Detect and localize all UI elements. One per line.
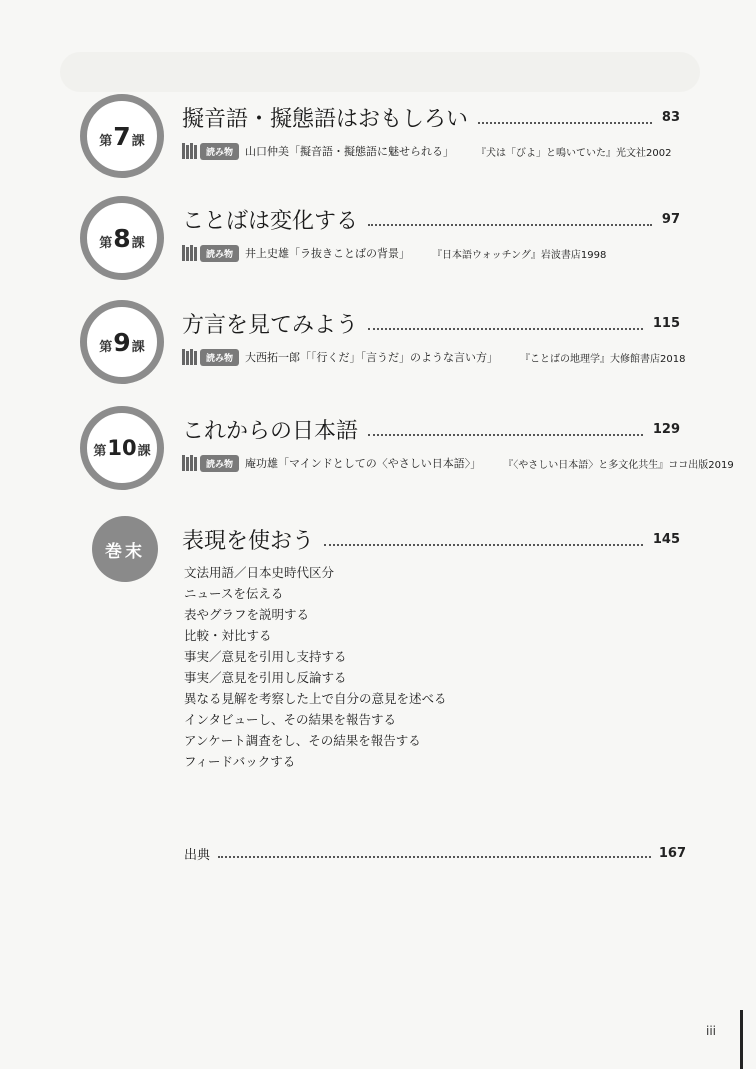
appendix-title-row[interactable] <box>182 524 680 554</box>
lesson-8[interactable] <box>0 196 756 296</box>
lesson-number: 9 <box>113 327 131 357</box>
lesson-10[interactable] <box>0 406 756 506</box>
books-icon <box>182 349 198 365</box>
leader-dots <box>478 110 652 124</box>
lesson-suffix: 課 <box>137 444 151 459</box>
reading-source: 『〈やさしい日本語〉と多文化共生』ココ出版2019 <box>503 459 734 471</box>
appendix-page: 145 <box>652 531 680 547</box>
topic-item[interactable]: 比較・対比する <box>184 628 272 643</box>
lesson-title[interactable]: ことばは変化する <box>182 208 359 234</box>
lesson-title[interactable]: 方言を見てみよう <box>182 312 359 338</box>
appendix-topic-list <box>184 562 447 772</box>
topic-item[interactable]: ニュースを伝える <box>184 586 284 601</box>
reading-row <box>182 141 702 161</box>
lesson-prefix: 第 <box>99 133 113 149</box>
reading-title: 大西拓一郎「「行くだ」「言うだ」のような言い方」 <box>245 351 499 364</box>
lesson-suffix: 課 <box>131 339 145 355</box>
lesson-title[interactable]: 擬音語・擬態語はおもしろい <box>182 106 469 132</box>
lesson-number: 10 <box>107 436 137 460</box>
topic-item[interactable]: 文法用語／日本史時代区分 <box>184 565 335 580</box>
reading-title: 庵功雄「マインドとしての〈やさしい日本語〉」 <box>245 457 482 470</box>
books-icon <box>182 143 198 159</box>
lesson-7[interactable] <box>0 94 756 194</box>
topic-item[interactable]: アンケート調査をし、その結果を報告する <box>184 733 421 748</box>
lesson-title-row[interactable] <box>182 414 680 444</box>
topic-item[interactable]: 表やグラフを説明する <box>184 607 310 622</box>
lesson-title-row[interactable] <box>182 102 680 132</box>
sources-page: 167 <box>658 845 686 861</box>
topic-item[interactable]: 事実／意見を引用し反論する <box>184 670 347 685</box>
leader-dots <box>218 848 651 858</box>
lesson-prefix: 第 <box>93 444 107 459</box>
lesson-page: 97 <box>661 211 680 227</box>
reading-badge: 読み物 <box>200 245 239 262</box>
reading-row <box>182 243 702 263</box>
lesson-badge <box>80 406 164 490</box>
lesson-page: 83 <box>661 109 680 125</box>
books-icon <box>182 455 198 471</box>
lesson-prefix: 第 <box>99 339 113 355</box>
reading-title: 山口仲美「擬音語・擬態語に魅せられる」 <box>245 145 455 158</box>
lesson-badge <box>80 94 164 178</box>
reading-title: 井上史雄「ラ抜きことばの背景」 <box>245 247 411 260</box>
reading-badge: 読み物 <box>200 455 239 472</box>
lesson-suffix: 課 <box>131 133 145 149</box>
reading-badge: 読み物 <box>200 143 239 160</box>
lesson-title-row[interactable] <box>182 204 680 234</box>
appendix-badge-label: 巻末 <box>105 541 145 562</box>
topic-item[interactable]: インタビューし、その結果を報告する <box>184 712 397 727</box>
topic-item[interactable]: 事実／意見を引用し支持する <box>184 649 347 664</box>
lesson-9[interactable] <box>0 300 756 400</box>
page-edge-line <box>740 1010 743 1069</box>
reading-source: 『日本語ウォッチング』岩波書店1998 <box>432 249 607 261</box>
appendix-title[interactable]: 表現を使おう <box>182 528 315 554</box>
lesson-title[interactable]: これからの日本語 <box>182 418 359 444</box>
leader-dots <box>368 422 643 436</box>
reading-badge: 読み物 <box>200 349 239 366</box>
leader-dots <box>368 316 643 330</box>
topic-item[interactable]: 異なる見解を考察した上で自分の意見を述べる <box>184 691 447 706</box>
lesson-prefix: 第 <box>99 235 113 251</box>
lesson-badge <box>80 196 164 280</box>
leader-dots <box>368 212 652 226</box>
lesson-title-row[interactable] <box>182 308 680 338</box>
sources-row[interactable] <box>184 842 686 864</box>
leader-dots <box>324 532 643 546</box>
lesson-page: 115 <box>652 315 680 331</box>
lesson-number: 8 <box>113 223 131 253</box>
books-icon <box>182 245 198 261</box>
lesson-number: 7 <box>113 121 131 151</box>
lesson-badge <box>80 300 164 384</box>
reading-source: 『ことばの地理学』大修館書店2018 <box>520 353 686 365</box>
reading-row <box>182 347 702 367</box>
header-band <box>60 52 700 92</box>
appendix-badge <box>92 516 158 582</box>
sources-label[interactable]: 出典 <box>184 847 211 863</box>
reading-row <box>182 453 734 473</box>
page-number: iii <box>706 1024 717 1038</box>
lesson-suffix: 課 <box>131 235 145 251</box>
reading-source: 『犬は「びよ」と鳴いていた』光文社2002 <box>476 147 672 159</box>
topic-item[interactable]: フィードバックする <box>184 754 296 769</box>
lesson-page: 129 <box>652 421 680 437</box>
